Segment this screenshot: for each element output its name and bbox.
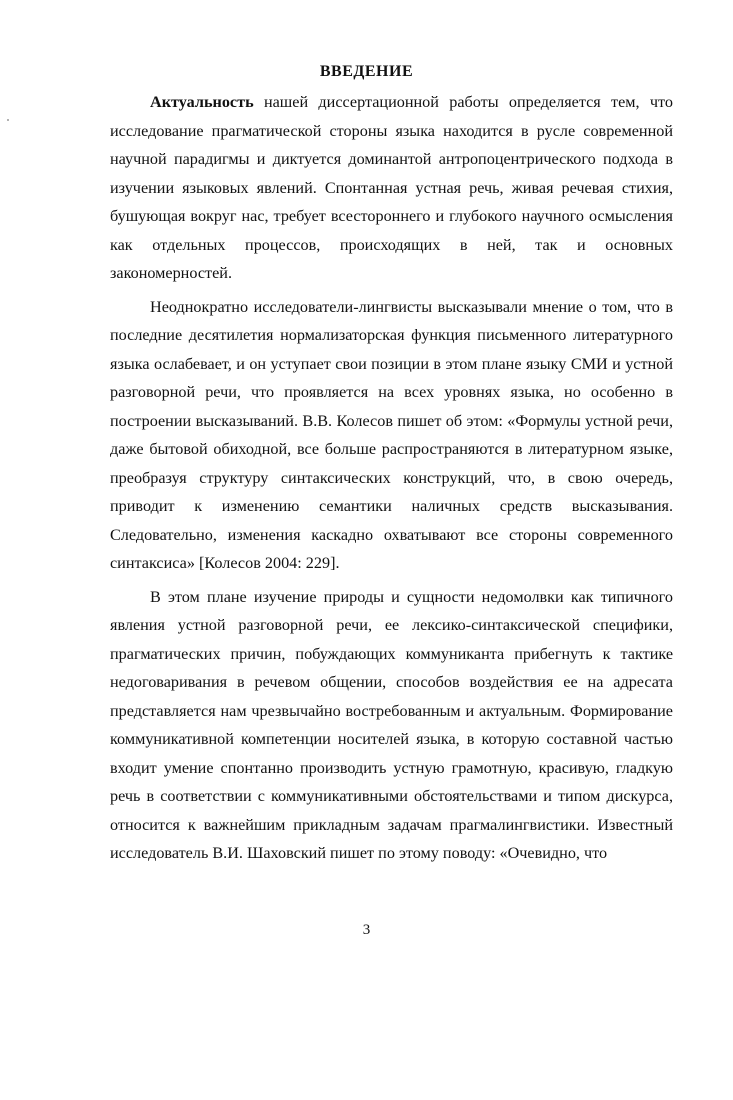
paragraph-2 xyxy=(110,293,673,578)
page-number: 3 xyxy=(362,922,371,938)
page-heading: ВВЕДЕНИЕ xyxy=(319,63,414,80)
paragraph-1 xyxy=(110,88,673,288)
body-text xyxy=(110,88,673,873)
paragraph-1-text: нашей диссертационной работы определяется тем, что исследование прагматической стороны языка находится в русле современной научной парадигмы и диктуется доминантой антропоцентрического подхода в изучении языковых явлений. Спонтанная устная речь, живая речевая стихия, бушующая вокруг нас, требует всестороннего и глубокого научного осмысления как отдельных процессов, происходящих в ней, так и основных закономерностей. xyxy=(110,93,673,282)
paragraph-2-text: Неоднократно исследователи-лингвисты высказывали мнение о том, что в последние десятилетия нормализаторская функция письменного литературного языка ослабевает, и он уступает свои позиции в этом плане языку СМИ и устной разговорной речи, что проявляется на всех уровнях языка, но особенно в построении высказываний. В.В. Колесов пишет об этом: «Формулы устной речи, даже бытовой обиходной, все больше распространяются в литературном языке, преобразуя структуру синтаксических конструкций, что, в свою очередь, приводит к изменению семантики наличных средств высказывания. Следовательно, изменения каскадно охватывают все стороны современного синтаксиса» [Колесов 2004: 229]. xyxy=(110,297,673,572)
paragraph-3 xyxy=(110,583,673,868)
scan-speck xyxy=(7,119,9,121)
paragraph-1-lead: Актуальность xyxy=(150,93,254,111)
paragraph-3-text: В этом плане изучение природы и сущности недомолвки как типичного явления устной разговорной речи, ее лексико-синтаксической специфики, прагматических причин, побуждающих коммуниканта прибегнуть к тактике недоговаривания в речевом общении, способов воздействия ее на адресата представляется нам чрезвычайно востребованным и актуальным. Формирование коммуникативной компетенции носителей языка, в которую составной частью входит умение спонтанно производить устную грамотную, красивую, гладкую речь в соответствии с коммуникативными обстоятельствами и типом дискурса, относится к важнейшим прикладным задачам прагмалингвистики. Известный исследователь В.И. Шаховский пишет по этому поводу: «Очевидно, что xyxy=(110,587,673,862)
